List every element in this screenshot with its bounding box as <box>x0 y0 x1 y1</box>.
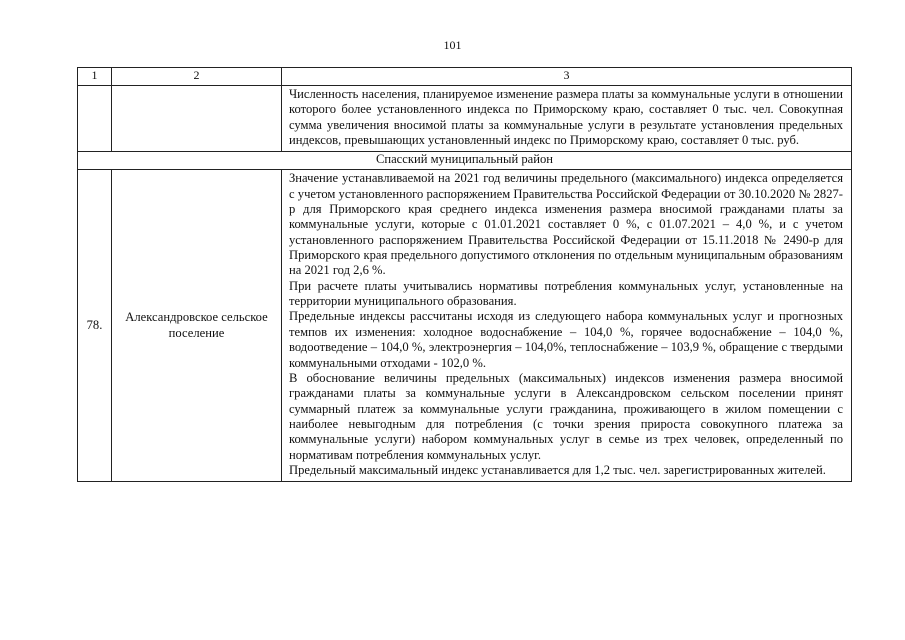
description-paragraph: При расчете платы учитывались нормативы потребления коммунальных услуг, установленные на территории муниципального образования. <box>289 278 843 309</box>
description-paragraph: В обоснование величины предельных (максимальных) индексов изменения размера вносимой гражданами платы за коммунальные услуги в Александровском сельском поселении принят суммарный платеж за коммунальные услуги гражданина, проживающего в жилом помещении с наиболее невыгодным для потребления (с точки зрения прироста совокупного платежа за коммунальные услуги) набором коммунальных услуг в семье из трех человек, определенный по нормативам потребления коммунальных услуг. <box>289 370 843 462</box>
column-header-2: 2 <box>112 68 282 86</box>
description-cell <box>282 170 852 482</box>
row-number-cell <box>78 86 112 152</box>
table-row <box>78 170 852 482</box>
description-paragraph: Численность населения, планируемое изменение размера платы за коммунальные услуги в отношении которого более установленного индекса по Приморскому краю, составляет 0 тыс. чел. Совокупная сумма увеличения вносимой платы за коммунальные услуги в результате установления предельных индексов, превышающих установленный индекс по Приморскому краю, составляет 0 тыс. руб. <box>289 87 843 148</box>
table-header-row <box>78 68 852 86</box>
table-row-continued <box>78 86 852 152</box>
section-row <box>78 152 852 170</box>
column-header-3: 3 <box>282 68 852 86</box>
municipality-cell <box>112 86 282 152</box>
tariff-table <box>77 67 852 482</box>
description-paragraph: Значение устанавливаемой на 2021 год величины предельного (максимального) индекса определяется с учетом установленного распоряжением Правительства Российской Федерации от 30.10.2020 № 2827-р для Приморского края среднего индекса изменения размера вносимой гражданами платы за коммунальные услуги, которые с 01.01.2021 составляет 0 %, с 01.07.2021 – 4,0 %, и с учетом установленного распоряжением Правительства Российской Федерации от 15.11.2018 № 2490-р для Приморского края предельного допустимого отклонения по отдельным муниципальным образованиям на 2021 год 2,6 %. <box>289 171 843 278</box>
column-header-1: 1 <box>78 68 112 86</box>
description-paragraph: Предельный максимальный индекс устанавливается для 1,2 тыс. чел. зарегистрированных жителей. <box>289 462 826 477</box>
row-number-cell: 78. <box>78 170 112 482</box>
description-paragraph: Предельные индексы рассчитаны исходя из следующего набора коммунальных услуг и прогнозных темпов их изменения: холодное водоснабжение – 104,0 %, горячее водоснабжение – 104,0 %, водоотведение – 104,0 %, электроэнергия – 104,0%, теплоснабжение – 103,9 %, обращение с твердыми коммунальными отходами - 102,0 %. <box>289 309 843 370</box>
section-title: Спасский муниципальный район <box>78 152 852 170</box>
page-number: 101 <box>443 38 462 52</box>
municipality-cell: Александровское сельское поселение <box>112 170 282 482</box>
description-cell <box>282 86 852 152</box>
